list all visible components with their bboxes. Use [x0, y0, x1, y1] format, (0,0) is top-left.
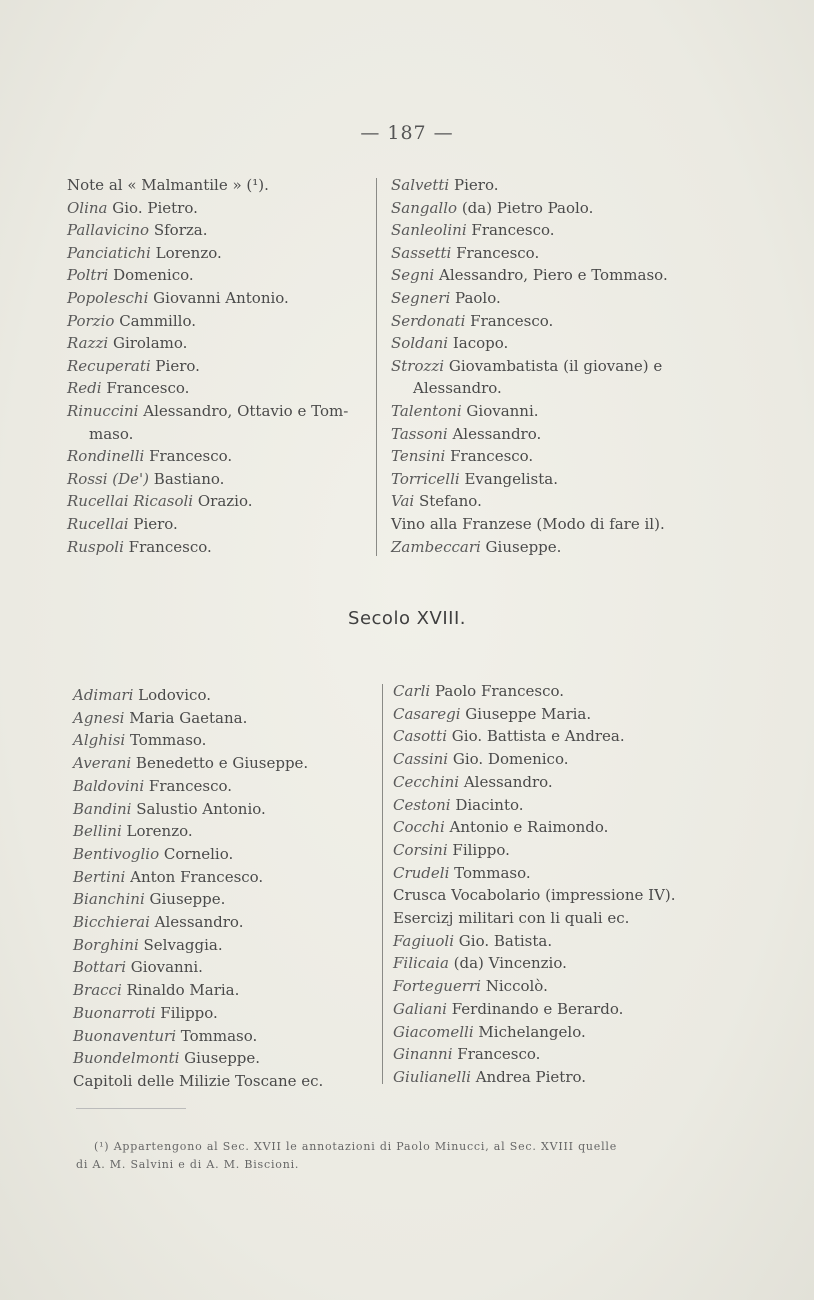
index-entry — [73, 1025, 373, 1048]
index-entry — [73, 1070, 373, 1093]
entry-given-name: Gio. Domenico. — [448, 750, 569, 769]
entry-surname: Buonarroti — [73, 1003, 156, 1022]
entry-surname: Crudeli — [393, 863, 450, 882]
index-entry — [393, 975, 711, 998]
index-entry — [391, 264, 701, 287]
section-title: Secolo XVIII. — [348, 608, 466, 629]
entry-given-name: Lorenzo. — [121, 822, 193, 841]
entry-continuation: maso. — [89, 424, 134, 443]
index-entry — [73, 843, 373, 866]
entry-surname: Strozzi — [391, 356, 445, 375]
entry-text: Capitoli delle Milizie Toscane ec. — [73, 1071, 324, 1090]
entry-surname: Buonaventuri — [73, 1026, 176, 1045]
entry-surname: Bellini — [73, 822, 122, 841]
entry-given-name: Antonio e Raimondo. — [444, 818, 609, 837]
index-entry — [73, 866, 373, 889]
index-entry — [73, 911, 373, 934]
entry-given-name: Francesco. — [466, 221, 555, 240]
index-entry — [67, 219, 372, 242]
column-divider — [382, 684, 383, 1084]
entry-given-name: Francesco. — [451, 243, 540, 262]
index-column-4 — [393, 680, 711, 1089]
entry-given-name: Ferdinando e Berardo. — [446, 999, 624, 1018]
index-entry — [73, 888, 373, 911]
footnote-line: di A. M. Salvini e di A. M. Biscioni. — [76, 1158, 300, 1171]
entry-given-name: Domenico. — [108, 266, 194, 285]
index-entry — [393, 1043, 711, 1066]
index-entry — [393, 816, 711, 839]
entry-given-name: Alessandro. — [447, 424, 542, 443]
index-entry — [393, 1066, 711, 1089]
index-entry — [391, 174, 701, 197]
index-entry — [393, 748, 711, 771]
entry-text: Crusca Vocabolario (impressione IV). — [393, 886, 676, 905]
index-entry — [73, 775, 373, 798]
entry-given-name: Alessandro. — [459, 772, 553, 791]
index-entry — [67, 242, 372, 265]
entry-given-name: Cammillo. — [114, 311, 196, 330]
entry-given-name: Lodovico. — [133, 686, 211, 704]
entry-surname: Sangallo — [391, 198, 458, 217]
entry-given-name: Filippo. — [447, 840, 510, 859]
entry-given-name: Giuseppe. — [144, 890, 226, 909]
entry-surname: Olina — [67, 198, 108, 217]
index-entry — [67, 445, 372, 468]
entry-given-name: Filippo. — [155, 1003, 218, 1022]
index-entry — [67, 400, 372, 445]
page-number: — 187 — — [360, 122, 454, 144]
entry-surname: Cestoni — [393, 795, 451, 814]
entry-given-name: Piero. — [449, 176, 499, 194]
index-entry — [67, 513, 372, 536]
index-entry — [391, 423, 701, 446]
index-entry — [393, 952, 711, 975]
entry-given-name: Orazio. — [193, 492, 253, 511]
index-entry — [67, 355, 372, 378]
entry-surname: Adimari — [73, 686, 134, 704]
index-entry — [391, 219, 701, 242]
index-entry — [393, 930, 711, 953]
entry-surname: Tensini — [391, 447, 446, 466]
index-entry — [393, 839, 711, 862]
entry-given-name: Francesco. — [445, 447, 534, 466]
footnote — [76, 1138, 716, 1174]
entry-given-name: Alessandro, Ottavio e Tom- — [138, 401, 349, 420]
entry-surname: Averani — [73, 754, 132, 773]
index-column-1 — [67, 174, 372, 558]
entry-surname: Rucellai Ricasoli — [67, 492, 194, 511]
entry-surname: Poltri — [67, 266, 109, 285]
entry-given-name: Giuseppe. — [179, 1049, 261, 1068]
index-entry — [67, 377, 372, 400]
entry-given-name: Giovambatista (il giovane) e — [444, 356, 663, 375]
entry-surname: Carli — [393, 682, 431, 700]
entry-surname: Galiani — [393, 999, 447, 1018]
index-entry — [67, 536, 372, 559]
index-entry — [391, 536, 701, 559]
index-entry — [73, 1047, 373, 1070]
entry-given-name: Francesco. — [123, 537, 212, 556]
entry-surname: Panciatichi — [67, 243, 151, 262]
entry-given-name: Giovanni. — [461, 401, 539, 420]
index-entry — [391, 490, 701, 513]
entry-surname: Sanleolini — [391, 221, 467, 240]
entry-surname: Zambeccari — [391, 537, 481, 556]
entry-given-name: Francesco. — [144, 447, 233, 466]
entry-given-name: Tommaso. — [125, 731, 207, 750]
index-entry — [67, 332, 372, 355]
entry-surname: Bracci — [73, 981, 122, 1000]
index-entry — [393, 703, 711, 726]
index-entry — [391, 287, 701, 310]
index-entry — [393, 907, 711, 930]
entry-surname: Bicchierai — [73, 913, 150, 932]
entry-given-name: Francesco. — [452, 1045, 541, 1064]
index-entry — [393, 884, 711, 907]
entry-surname: Filicaia — [393, 954, 449, 973]
column-divider — [376, 178, 377, 556]
entry-surname: Casaregi — [393, 704, 461, 723]
entry-given-name: Giuseppe. — [480, 537, 562, 556]
entry-given-name: Bastiano. — [149, 469, 225, 488]
entry-surname: Recuperati — [67, 356, 151, 375]
entry-given-name: Stefano. — [414, 492, 482, 511]
entry-surname: Pallavicino — [67, 221, 150, 240]
index-entry — [67, 174, 372, 197]
entry-surname: Casotti — [393, 727, 448, 746]
entry-surname: Rucellai — [67, 514, 129, 533]
index-entry — [73, 729, 373, 752]
entry-given-name: Tommaso. — [449, 863, 531, 882]
entry-given-name: Piero. — [150, 356, 200, 375]
index-column-3 — [73, 684, 373, 1093]
index-entry — [73, 798, 373, 821]
entry-given-name: Niccolò. — [480, 977, 548, 996]
entry-surname: Agnesi — [73, 708, 125, 727]
footnote-line: (¹) Appartengono al Sec. XVII le annotazioni di Paolo Minucci, al Sec. XVIII quelle — [94, 1140, 618, 1153]
index-entry — [393, 771, 711, 794]
entry-surname: Ginanni — [393, 1045, 453, 1064]
index-entry — [73, 707, 373, 730]
entry-given-name: Andrea Pietro. — [470, 1067, 587, 1086]
entry-surname: Popoleschi — [67, 288, 149, 307]
entry-surname: Cassini — [393, 750, 449, 769]
index-entry — [73, 1002, 373, 1025]
index-entry — [73, 752, 373, 775]
index-entry — [393, 794, 711, 817]
entry-surname: Tassoni — [391, 424, 448, 443]
entry-surname: Giacomelli — [393, 1022, 474, 1041]
entry-surname: Bianchini — [73, 890, 145, 909]
entry-given-name: Francesco. — [465, 311, 554, 330]
entry-surname: Forteguerri — [393, 977, 481, 996]
entry-surname: Baldovini — [73, 776, 145, 795]
index-entry — [391, 468, 701, 491]
index-entry — [73, 820, 373, 843]
entry-surname: Segni — [391, 266, 435, 285]
index-entry — [393, 725, 711, 748]
index-entry — [391, 242, 701, 265]
entry-surname: Bertini — [73, 867, 126, 886]
index-entry — [391, 310, 701, 333]
entry-given-name: Diacinto. — [450, 795, 524, 814]
entry-given-name: Cornelio. — [159, 844, 234, 863]
entry-given-name: Evangelista. — [459, 469, 558, 488]
entry-given-name: Giovanni. — [126, 958, 203, 977]
index-entry — [67, 264, 372, 287]
entry-given-name: Francesco. — [101, 379, 190, 398]
index-entry — [391, 197, 701, 220]
entry-given-name: Sforza. — [149, 221, 208, 240]
entry-surname: Rossi (De') — [67, 469, 150, 488]
index-entry — [393, 1021, 711, 1044]
entry-given-name: Alessandro, Piero e Tommaso. — [434, 266, 668, 285]
entry-given-name: (da) Vincenzio. — [448, 954, 567, 973]
entry-surname: Segneri — [391, 288, 451, 307]
entry-given-name: Francesco. — [144, 776, 233, 795]
entry-surname: Buondelmonti — [73, 1049, 180, 1068]
entry-text: Vino alla Franzese (Modo di fare il). — [391, 514, 665, 533]
index-entry — [391, 445, 701, 468]
footnote-rule — [76, 1108, 186, 1109]
index-entry — [67, 310, 372, 333]
entry-surname: Salvetti — [391, 176, 450, 194]
entry-given-name: (da) Pietro Paolo. — [457, 198, 594, 217]
entry-surname: Vai — [391, 492, 415, 511]
entry-given-name: Piero. — [128, 514, 178, 533]
entry-given-name: Girolamo. — [108, 334, 188, 353]
entry-surname: Sassetti — [391, 243, 452, 262]
index-entry — [73, 934, 373, 957]
entry-surname: Talentoni — [391, 401, 462, 420]
entry-surname: Fagiuoli — [393, 931, 455, 950]
index-entry — [391, 400, 701, 423]
index-entry — [67, 287, 372, 310]
index-entry — [73, 979, 373, 1002]
index-entry — [393, 862, 711, 885]
entry-surname: Corsini — [393, 840, 448, 859]
entry-given-name: Paolo Francesco. — [430, 682, 565, 700]
entry-continuation: Alessandro. — [413, 379, 502, 398]
entry-given-name: Alessandro. — [149, 913, 244, 932]
entry-given-name: Lorenzo. — [150, 243, 222, 262]
entry-surname: Alghisi — [73, 731, 126, 750]
index-entry — [67, 490, 372, 513]
entry-given-name: Giovanni Antonio. — [148, 288, 289, 307]
index-column-2 — [391, 174, 701, 558]
index-entry — [391, 355, 701, 400]
entry-given-name: Gio. Pietro. — [107, 198, 198, 217]
entry-given-name: Rinaldo Maria. — [121, 981, 240, 1000]
entry-surname: Serdonati — [391, 311, 466, 330]
entry-text: Esercizj militari con li quali ec. — [393, 909, 630, 928]
entry-surname: Redi — [67, 379, 102, 398]
entry-surname: Borghini — [73, 935, 139, 954]
index-entry — [391, 513, 701, 536]
entry-given-name: Anton Francesco. — [125, 867, 264, 886]
entry-surname: Torricelli — [391, 469, 460, 488]
entry-surname: Giulianelli — [393, 1067, 471, 1086]
entry-given-name: Michelangelo. — [473, 1022, 586, 1041]
entry-surname: Soldani — [391, 334, 449, 353]
entry-surname: Porzio — [67, 311, 115, 330]
index-entry — [393, 998, 711, 1021]
entry-surname: Rinuccini — [67, 401, 139, 420]
entry-given-name: Tommaso. — [176, 1026, 258, 1045]
entry-surname: Razzi — [67, 334, 109, 353]
index-entry — [393, 680, 711, 703]
entry-surname: Bentivoglio — [73, 844, 160, 863]
entry-surname: Cocchi — [393, 818, 445, 837]
index-entry — [67, 197, 372, 220]
entry-given-name: Gio. Batista. — [454, 931, 553, 950]
index-entry — [73, 684, 373, 707]
entry-given-name: Maria Gaetana. — [124, 708, 248, 727]
entry-surname: Rondinelli — [67, 447, 145, 466]
entry-given-name: Selvaggia. — [138, 935, 223, 954]
entry-given-name: Benedetto e Giuseppe. — [131, 754, 309, 773]
entry-given-name: Gio. Battista e Andrea. — [447, 727, 625, 746]
entry-surname: Cecchini — [393, 772, 460, 791]
entry-text: Note al « Malmantile » (¹). — [67, 176, 269, 194]
index-entry — [73, 956, 373, 979]
entry-surname: Bandini — [73, 799, 132, 818]
entry-given-name: Salustio Antonio. — [131, 799, 266, 818]
index-entry — [67, 468, 372, 491]
entry-surname: Ruspoli — [67, 537, 124, 556]
index-entry — [391, 332, 701, 355]
entry-surname: Bottari — [73, 958, 127, 977]
entry-given-name: Iacopo. — [448, 334, 509, 353]
entry-given-name: Paolo. — [450, 288, 501, 307]
entry-given-name: Giuseppe Maria. — [460, 704, 592, 723]
